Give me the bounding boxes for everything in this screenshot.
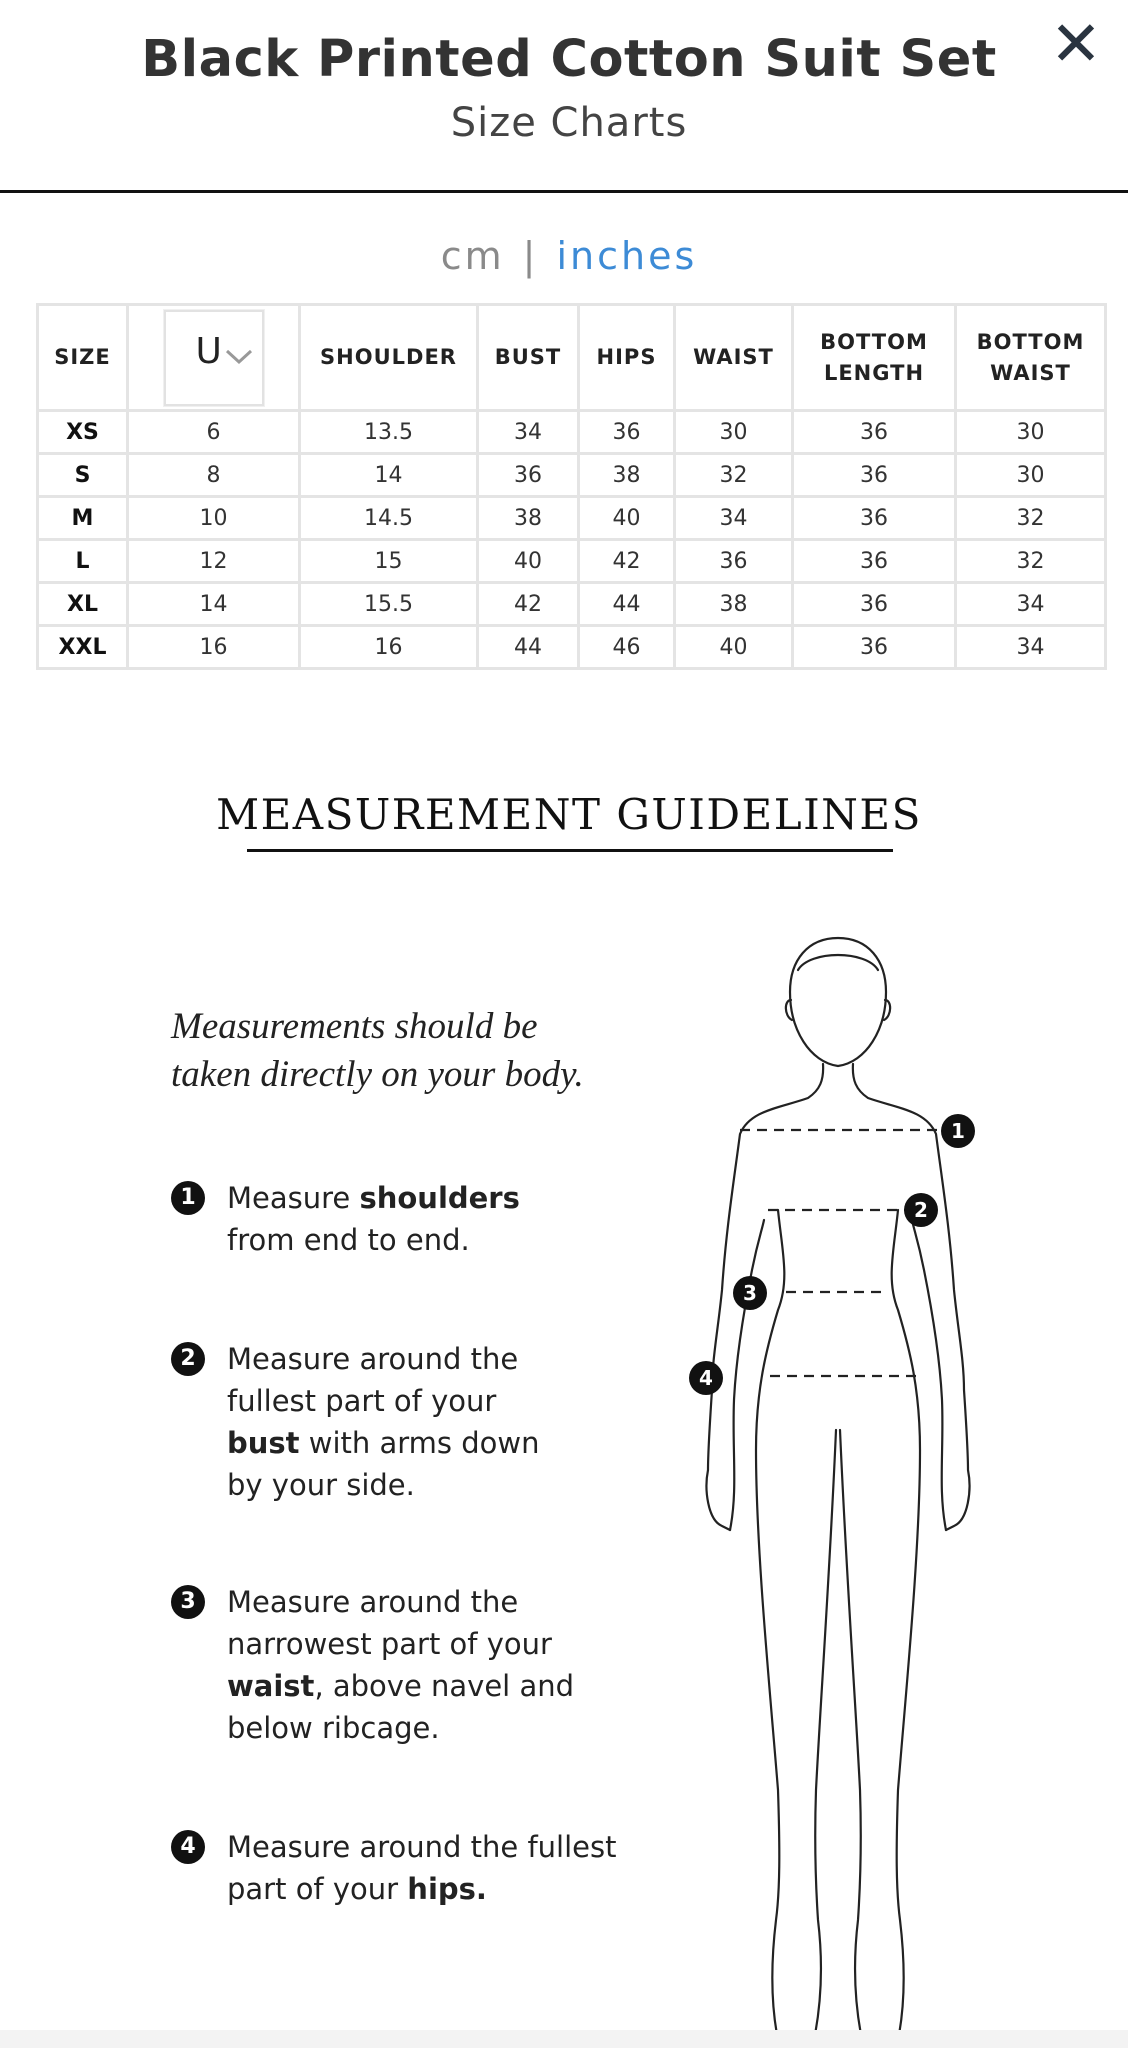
value-cell: 15.5 [300, 583, 478, 626]
step-number-badge: 2 [171, 1342, 205, 1376]
step-text-part: , above navel and below ribcage. [227, 1669, 575, 1745]
value-cell: 32 [956, 540, 1106, 583]
value-cell: 36 [478, 454, 579, 497]
figure-inner-arm-right [912, 1220, 946, 1530]
step-text [227, 1177, 557, 1261]
column-header: BOTTOM WAIST [956, 305, 1106, 411]
step-text-part: from end to end. [227, 1223, 470, 1257]
value-cell: 32 [675, 454, 793, 497]
table-row [38, 454, 1106, 497]
value-cell: 34 [675, 497, 793, 540]
value-cell: 36 [793, 497, 956, 540]
column-header: HIPS [579, 305, 675, 411]
figure-waist-right [892, 1210, 920, 2040]
column-header: SIZE [38, 305, 128, 411]
value-cell: 12 [128, 540, 300, 583]
close-button[interactable] [1046, 7, 1106, 80]
size-cell: XXL [38, 626, 128, 669]
figure-head [790, 938, 886, 1066]
value-cell: 36 [793, 540, 956, 583]
size-cell: L [38, 540, 128, 583]
marker-4-label: 4 [699, 1366, 713, 1390]
value-cell: 30 [675, 411, 793, 454]
size-charts-subtitle: Size Charts [450, 100, 688, 146]
value-cell: 34 [956, 626, 1106, 669]
chevron-down-icon [224, 348, 254, 366]
table-row [38, 497, 1106, 540]
column-header: WAIST [675, 305, 793, 411]
modal-header [0, 0, 1128, 193]
value-cell: 14.5 [300, 497, 478, 540]
value-cell: 36 [675, 540, 793, 583]
size-cell: S [38, 454, 128, 497]
value-cell: 14 [128, 583, 300, 626]
step-text-part: Measure around the fullest part of your [227, 1342, 519, 1418]
value-cell: 30 [956, 411, 1106, 454]
body-measurement-figure [660, 930, 1000, 2048]
value-cell: 40 [579, 497, 675, 540]
unit-separator: | [522, 234, 539, 278]
step-text [227, 1338, 557, 1506]
size-chart-table [36, 303, 1107, 670]
product-title: Black Printed Cotton Suit Set [141, 30, 997, 89]
value-cell: 34 [478, 411, 579, 454]
table-row [38, 411, 1106, 454]
value-cell: 42 [478, 583, 579, 626]
step-text [227, 1826, 617, 1910]
value-cell: 44 [478, 626, 579, 669]
value-cell: 36 [793, 454, 956, 497]
table-header-row [38, 305, 1106, 411]
value-cell: 16 [300, 626, 478, 669]
value-cell: 10 [128, 497, 300, 540]
guidelines-intro [171, 1003, 584, 1099]
value-cell: 8 [128, 454, 300, 497]
figure-inner-leg-right [840, 1430, 862, 2040]
step-text-part: Measure [227, 1181, 360, 1215]
figure-inner-arm-left [730, 1220, 764, 1530]
step-keyword: shoulders [359, 1181, 520, 1215]
value-cell: 36 [793, 583, 956, 626]
step-text-part: with arms down by your side. [227, 1426, 540, 1502]
region-size-select[interactable] [164, 310, 264, 406]
step-number-badge: 1 [171, 1181, 205, 1215]
marker-2-label: 2 [914, 1198, 928, 1222]
value-cell: 36 [793, 411, 956, 454]
value-cell: 38 [478, 497, 579, 540]
step-keyword: hips. [407, 1872, 487, 1906]
value-cell: 36 [793, 626, 956, 669]
unit-inches-option[interactable]: inches [556, 234, 698, 278]
marker-1-label: 1 [951, 1119, 965, 1143]
column-header: BUST [478, 305, 579, 411]
step-number-badge: 4 [171, 1830, 205, 1864]
value-cell: 38 [579, 454, 675, 497]
size-cell: M [38, 497, 128, 540]
value-cell: 40 [675, 626, 793, 669]
value-cell: 46 [579, 626, 675, 669]
value-cell: 15 [300, 540, 478, 583]
size-cell: XL [38, 583, 128, 626]
guidelines-heading: MEASUREMENT GUIDELINES [216, 790, 922, 839]
step-keyword: waist [227, 1669, 315, 1703]
column-header: SHOULDER [300, 305, 478, 411]
value-cell: 16 [128, 626, 300, 669]
bottom-scroll-edge [0, 2030, 1128, 2048]
step-keyword: bust [227, 1426, 300, 1460]
close-icon[interactable]: ✕ [1050, 7, 1102, 80]
value-cell: 34 [956, 583, 1106, 626]
size-cell: XS [38, 411, 128, 454]
value-cell: 14 [300, 454, 478, 497]
value-cell: 30 [956, 454, 1106, 497]
step-text-part: Measure around the narrowest part of your [227, 1585, 552, 1661]
region-header [128, 305, 300, 411]
column-header: BOTTOM LENGTH [793, 305, 956, 411]
table-row [38, 626, 1106, 669]
table-row [38, 540, 1106, 583]
figure-waist-left [756, 1210, 784, 2040]
step-number-badge: 3 [171, 1585, 205, 1619]
step-text [227, 1581, 577, 1749]
value-cell: 40 [478, 540, 579, 583]
step-text-part: Measure around the fullest part of your [227, 1830, 617, 1906]
unit-cm-option[interactable]: cm [440, 234, 505, 278]
region-select-value: U [195, 330, 223, 372]
figure-hair [798, 955, 878, 970]
value-cell: 38 [675, 583, 793, 626]
value-cell: 13.5 [300, 411, 478, 454]
value-cell: 6 [128, 411, 300, 454]
value-cell: 36 [579, 411, 675, 454]
figure-inner-leg-left [814, 1430, 836, 2040]
heading-underline [247, 849, 893, 852]
value-cell: 32 [956, 497, 1106, 540]
unit-toggle [0, 234, 1128, 278]
value-cell: 42 [579, 540, 675, 583]
intro-line: Measurements should be [171, 1006, 538, 1047]
intro-line: taken directly on your body. [171, 1054, 584, 1095]
marker-3-label: 3 [743, 1281, 757, 1305]
table-row [38, 583, 1106, 626]
value-cell: 44 [579, 583, 675, 626]
